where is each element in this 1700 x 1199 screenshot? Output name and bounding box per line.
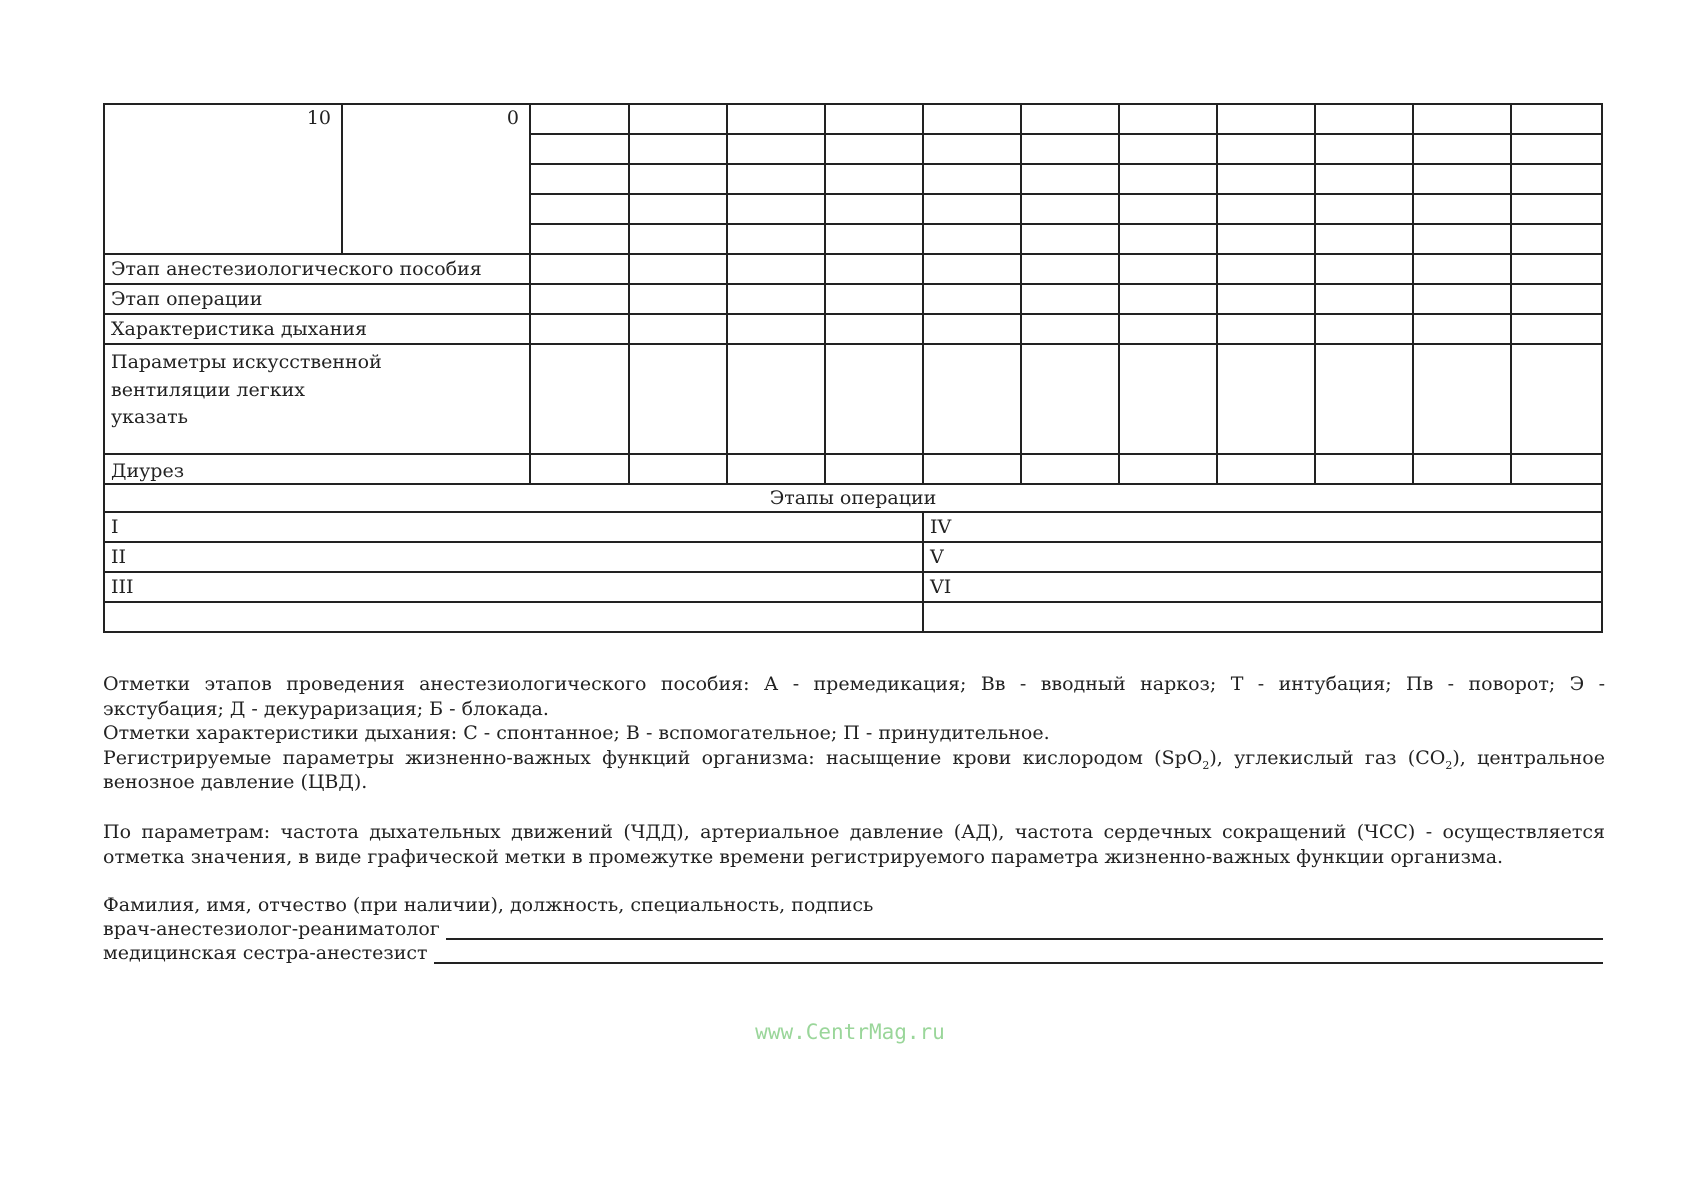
grid-cell[interactable]: [923, 254, 1021, 284]
note-breathing-marks: Отметки характеристики дыхания: С - спонтанное; В - вспомогательное; П - принудительное.: [103, 722, 1050, 744]
grid-cell[interactable]: [1217, 344, 1315, 454]
grid-cell[interactable]: [629, 194, 727, 224]
grid-cell[interactable]: [1119, 314, 1217, 344]
grid-cell[interactable]: [727, 314, 825, 344]
grid-cell[interactable]: [1021, 194, 1119, 224]
stage-cell-right[interactable]: V: [923, 542, 1602, 572]
grid-cell[interactable]: [1021, 224, 1119, 254]
grid-cell[interactable]: [1315, 164, 1413, 194]
grid-cell[interactable]: [825, 164, 923, 194]
grid-cell[interactable]: [1413, 164, 1511, 194]
grid-cell[interactable]: [1315, 344, 1413, 454]
grid-cell[interactable]: [727, 104, 825, 134]
grid-cell[interactable]: [923, 224, 1021, 254]
grid-cell[interactable]: [825, 454, 923, 484]
stage-cell-right[interactable]: VI: [923, 572, 1602, 602]
grid-cell[interactable]: [1413, 454, 1511, 484]
grid-cell[interactable]: [1413, 194, 1511, 224]
row-label-anesthesia-stage: Этап анестезиологического пособия: [104, 254, 530, 284]
grid-cell[interactable]: [629, 104, 727, 134]
ventilation-label-line: указать: [111, 406, 188, 429]
row-label-breathing: Характеристика дыхания: [104, 314, 530, 344]
grid-cell[interactable]: [1511, 104, 1602, 134]
grid-cell[interactable]: [1021, 284, 1119, 314]
grid-cell[interactable]: [1021, 104, 1119, 134]
subscript: 2: [1445, 758, 1453, 772]
grid-cell[interactable]: [923, 194, 1021, 224]
grid-cell[interactable]: [1511, 454, 1602, 484]
grid-cell[interactable]: [1119, 284, 1217, 314]
row-label-operation-stage: Этап операции: [104, 284, 530, 314]
grid-cell[interactable]: [1413, 314, 1511, 344]
grid-cell[interactable]: [1217, 164, 1315, 194]
grid-cell[interactable]: [727, 454, 825, 484]
grid-cell[interactable]: [530, 344, 629, 454]
scale-right-cell: [342, 104, 530, 254]
grid-cell[interactable]: [1511, 134, 1602, 164]
grid-cell[interactable]: [629, 454, 727, 484]
grid-cell[interactable]: [1119, 224, 1217, 254]
note-vital-params-line: [103, 746, 1605, 771]
grid-cell[interactable]: [923, 284, 1021, 314]
stage-cell-right[interactable]: IV: [923, 512, 1602, 542]
grid-cell[interactable]: [1119, 134, 1217, 164]
grid-cell[interactable]: [1511, 254, 1602, 284]
signature-nurse-line[interactable]: [434, 944, 1603, 964]
grid-cell[interactable]: [1511, 224, 1602, 254]
grid-cell[interactable]: [825, 224, 923, 254]
note-anesthesia-stages-line: экстубация; Д - декураризация; Б - блокада.: [103, 697, 549, 720]
grid-cell[interactable]: [923, 314, 1021, 344]
anesthesia-record-table: [103, 103, 1603, 633]
grid-cell[interactable]: [1217, 194, 1315, 224]
grid-cell[interactable]: [825, 194, 923, 224]
grid-cell[interactable]: [1021, 254, 1119, 284]
grid-cell[interactable]: [825, 104, 923, 134]
grid-cell[interactable]: [1217, 284, 1315, 314]
grid-cell[interactable]: [1315, 284, 1413, 314]
grid-cell[interactable]: [1119, 254, 1217, 284]
grid-cell[interactable]: [1315, 104, 1413, 134]
note-parameters-line: По параметрам: частота дыхательных движений (ЧДД), артериальное давление (АД), частота сердечных сокращений (ЧСС) - осуществляется: [103, 821, 1605, 843]
signature-nurse-row: [103, 940, 1603, 964]
grid-cell[interactable]: [1217, 104, 1315, 134]
grid-cell[interactable]: [1119, 104, 1217, 134]
grid-cell[interactable]: [1021, 134, 1119, 164]
grid-cell[interactable]: [1315, 254, 1413, 284]
grid-cell[interactable]: [1315, 194, 1413, 224]
grid-cell[interactable]: [629, 224, 727, 254]
grid-cell[interactable]: [727, 134, 825, 164]
grid-cell[interactable]: [923, 104, 1021, 134]
grid-cell[interactable]: [1511, 194, 1602, 224]
note-text: ), центральное: [1452, 746, 1605, 769]
signature-block: [103, 892, 1603, 964]
grid-cell[interactable]: [1119, 454, 1217, 484]
watermark: www.CentrMag.ru: [755, 1020, 945, 1044]
grid-cell[interactable]: [1119, 194, 1217, 224]
grid-cell[interactable]: [825, 254, 923, 284]
grid-cell[interactable]: [1413, 284, 1511, 314]
parameters-note: [103, 820, 1605, 869]
grid-cell[interactable]: [629, 164, 727, 194]
grid-cell[interactable]: [923, 134, 1021, 164]
row-label-diuresis: Диурез: [104, 454, 530, 484]
grid-cell[interactable]: [1217, 454, 1315, 484]
grid-cell[interactable]: [530, 454, 629, 484]
grid-cell[interactable]: [1119, 164, 1217, 194]
grid-cell[interactable]: [825, 344, 923, 454]
grid-cell[interactable]: [629, 314, 727, 344]
grid-cell[interactable]: [1413, 344, 1511, 454]
grid-cell[interactable]: [727, 194, 825, 224]
signature-heading: Фамилия, имя, отчество (при наличии), должность, специальность, подпись: [103, 894, 874, 916]
signature-heading-row: [103, 892, 1603, 916]
grid-cell[interactable]: [1413, 224, 1511, 254]
note-anesthesia-stages-line: Отметки этапов проведения анестезиологического пособия: А - премедикация; Вв - вводный наркоз; Т - интубация; Пв - поворот; Э -: [103, 673, 1605, 695]
grid-cell[interactable]: [629, 344, 727, 454]
grid-cell[interactable]: [727, 344, 825, 454]
ventilation-label-line: Параметры искусственной: [111, 351, 382, 373]
grid-cell[interactable]: [1217, 224, 1315, 254]
grid-cell[interactable]: [1315, 224, 1413, 254]
subscript: 2: [1202, 758, 1210, 772]
stage-cell-left[interactable]: I: [104, 512, 923, 542]
grid-cell[interactable]: [629, 254, 727, 284]
grid-cell[interactable]: [1315, 134, 1413, 164]
row-label-ventilation: [104, 344, 530, 454]
signature-doctor-row: [103, 916, 1603, 940]
grid-cell[interactable]: [1119, 344, 1217, 454]
legend-notes: [103, 672, 1605, 795]
grid-cell[interactable]: [825, 284, 923, 314]
grid-cell[interactable]: [1217, 134, 1315, 164]
stage-cell-left[interactable]: II: [104, 542, 923, 572]
grid-cell[interactable]: [629, 284, 727, 314]
ventilation-label-line: вентиляции легких: [111, 378, 305, 401]
grid-cell[interactable]: [727, 254, 825, 284]
grid-cell[interactable]: [923, 164, 1021, 194]
signature-doctor-label: врач-анестезиолог-реаниматолог: [103, 918, 440, 940]
grid-cell[interactable]: [530, 164, 629, 194]
note-text: Регистрируемые параметры жизненно-важных функций организма: насыщение крови кислородом (SpO: [103, 746, 1203, 769]
stage-cell-right[interactable]: [923, 602, 1602, 632]
grid-cell[interactable]: [1413, 134, 1511, 164]
grid-cell[interactable]: [530, 284, 629, 314]
signature-nurse-label: медицинская сестра-анестезист: [103, 942, 428, 964]
stage-cell-left[interactable]: [104, 602, 923, 632]
grid-cell[interactable]: [1217, 254, 1315, 284]
grid-cell[interactable]: [923, 344, 1021, 454]
stage-cell-left[interactable]: III: [104, 572, 923, 602]
grid-cell[interactable]: [1413, 254, 1511, 284]
grid-cell[interactable]: [1021, 164, 1119, 194]
grid-cell[interactable]: [1511, 344, 1602, 454]
grid-cell[interactable]: [1315, 454, 1413, 484]
grid-cell[interactable]: [530, 224, 629, 254]
grid-cell[interactable]: [727, 164, 825, 194]
grid-cell[interactable]: [1021, 344, 1119, 454]
signature-doctor-line[interactable]: [446, 920, 1603, 940]
grid-cell[interactable]: [629, 134, 727, 164]
stages-header: Этапы операции: [104, 484, 1602, 512]
note-vital-params-line: венозное давление (ЦВД).: [103, 771, 368, 793]
grid-cell[interactable]: [530, 134, 629, 164]
grid-cell[interactable]: [1511, 314, 1602, 344]
grid-cell[interactable]: [1315, 314, 1413, 344]
grid-cell[interactable]: [530, 314, 629, 344]
grid-cell[interactable]: [1021, 314, 1119, 344]
scale-right-value: 0: [506, 107, 519, 129]
grid-cell[interactable]: [1413, 104, 1511, 134]
grid-cell[interactable]: [923, 454, 1021, 484]
grid-cell[interactable]: [825, 314, 923, 344]
scale-left-cell: [104, 104, 342, 254]
grid-cell[interactable]: [1511, 164, 1602, 194]
note-text: ), углекислый газ (CO: [1209, 746, 1446, 769]
grid-cell[interactable]: [727, 224, 825, 254]
grid-cell[interactable]: [530, 194, 629, 224]
scale-left-value: 10: [306, 107, 331, 129]
grid-cell[interactable]: [1511, 284, 1602, 314]
note-parameters-line: отметка значения, в виде графической метки в промежутке времени регистрируемого параметра жизненно-важных функции организма.: [103, 845, 1504, 868]
grid-cell[interactable]: [825, 134, 923, 164]
grid-cell[interactable]: [530, 104, 629, 134]
grid-cell[interactable]: [727, 284, 825, 314]
grid-cell[interactable]: [1217, 314, 1315, 344]
grid-cell[interactable]: [1021, 454, 1119, 484]
grid-cell[interactable]: [530, 254, 629, 284]
